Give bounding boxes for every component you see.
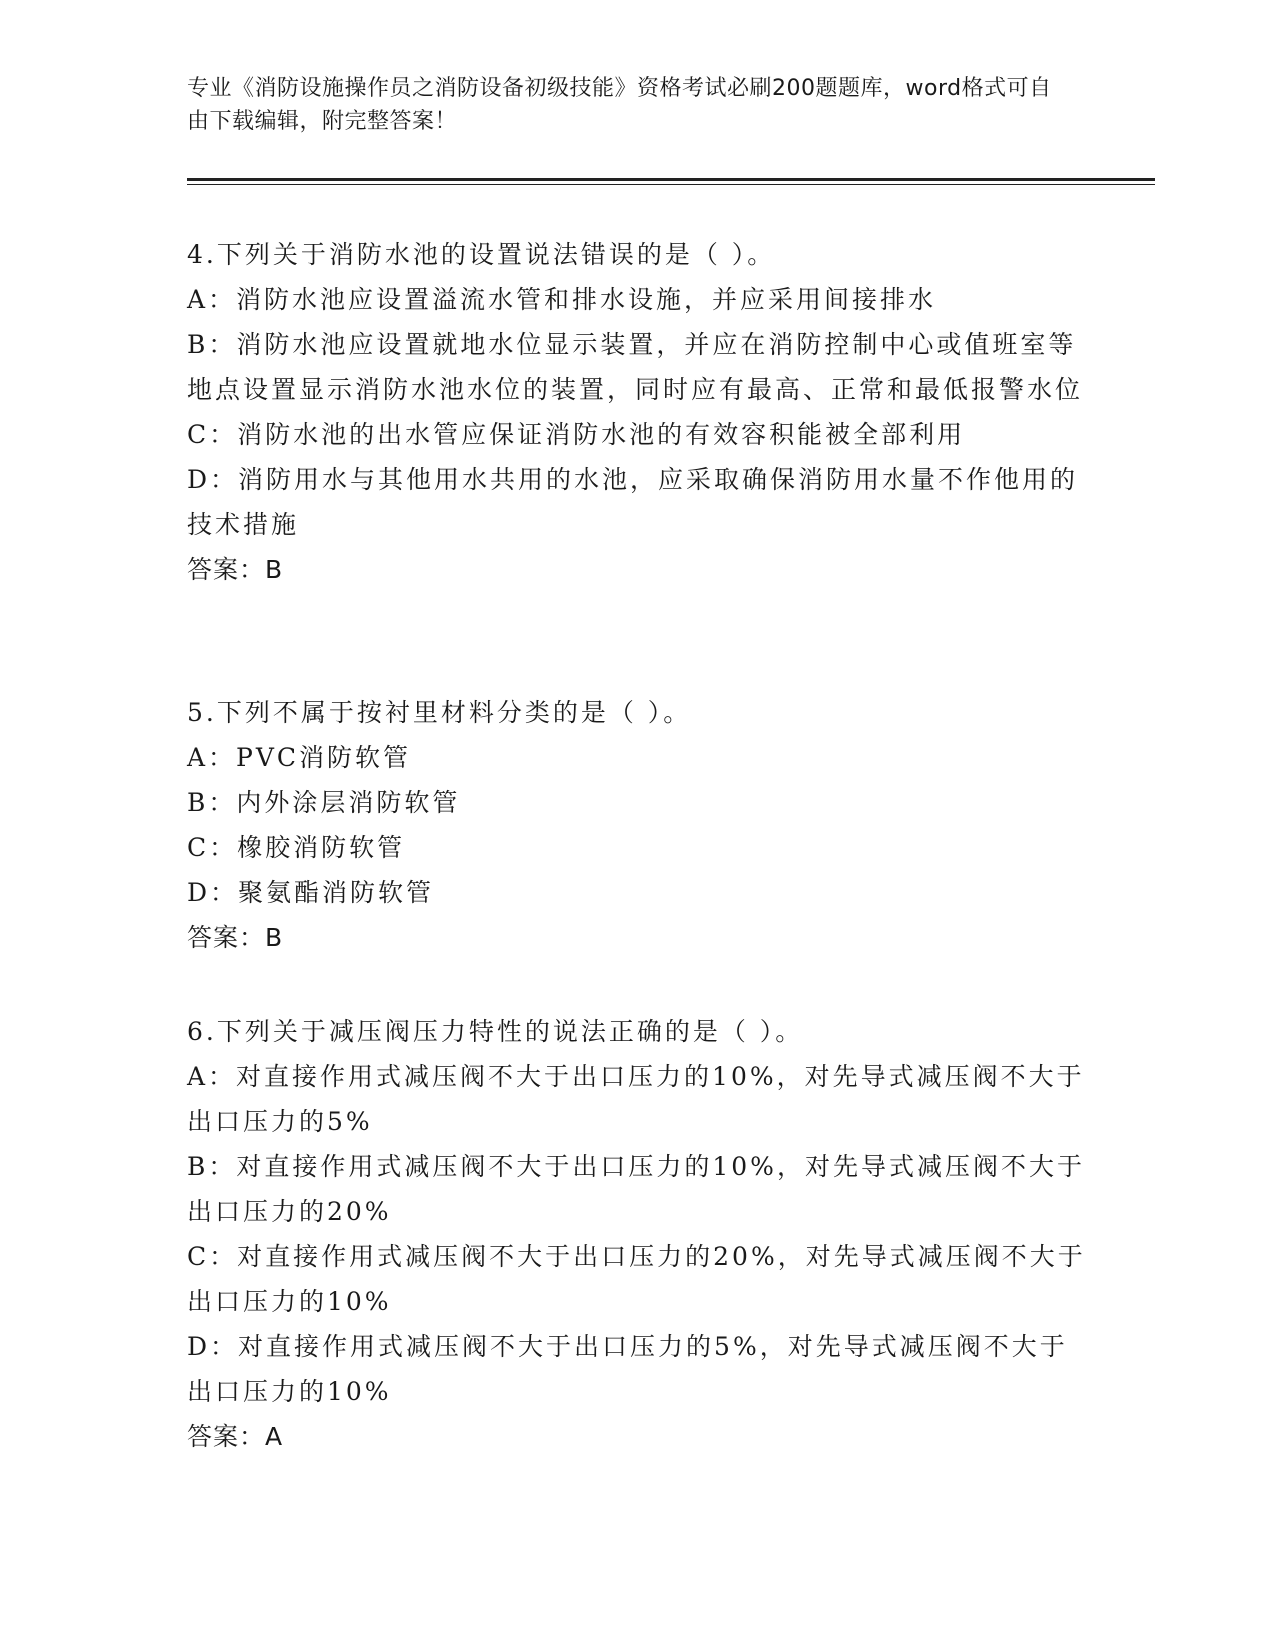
option-b: B：对直接作用式减压阀不大于出口压力的10%，对先导式减压阀不大于出口压力的20%	[187, 1152, 1085, 1226]
question-stem: 4.下列关于消防水池的设置说法错误的是（ ）。	[187, 240, 776, 269]
question-5	[187, 690, 1087, 960]
option-b: B：内外涂层消防软管	[187, 788, 461, 817]
option-a: A：对直接作用式减压阀不大于出口压力的10%，对先导式减压阀不大于出口压力的5%	[187, 1062, 1085, 1136]
header-divider-thick	[187, 178, 1155, 181]
option-d: D：消防用水与其他用水共用的水池，应采取确保消防用水量不作他用的技术措施	[187, 465, 1079, 539]
question-stem: 6.下列关于减压阀压力特性的说法正确的是（ ）。	[187, 1017, 804, 1046]
option-d: D：聚氨酯消防软管	[187, 878, 435, 907]
option-c: C：橡胶消防软管	[187, 833, 406, 862]
answer-line: 答案：B	[187, 923, 284, 952]
header-divider-thin	[187, 184, 1155, 185]
question-stem: 5.下列不属于按衬里材料分类的是（ ）。	[187, 698, 692, 727]
option-c: C：对直接作用式减压阀不大于出口压力的20%，对先导式减压阀不大于出口压力的10%	[187, 1242, 1086, 1316]
question-4	[187, 232, 1087, 592]
option-c: C：消防水池的出水管应保证消防水池的有效容积能被全部利用	[187, 420, 966, 449]
option-b: B：消防水池应设置就地水位显示装置，并应在消防控制中心或值班室等地点设置显示消防水池水位的装置，同时应有最高、正常和最低报警水位	[187, 330, 1084, 404]
option-a: A：消防水池应设置溢流水管和排水设施，并应采用间接排水	[187, 285, 937, 314]
document-header: 专业《消防设施操作员之消防设备初级技能》资格考试必刷200题题库，word格式可自由下载编辑，附完整答案！	[187, 76, 1052, 134]
answer-line: 答案：A	[187, 1422, 284, 1451]
question-6	[187, 1009, 1087, 1459]
option-a: A：PVC消防软管	[187, 743, 412, 772]
answer-line: 答案：B	[187, 555, 284, 584]
option-d: D：对直接作用式减压阀不大于出口压力的5%，对先导式减压阀不大于出口压力的10%	[187, 1332, 1068, 1406]
